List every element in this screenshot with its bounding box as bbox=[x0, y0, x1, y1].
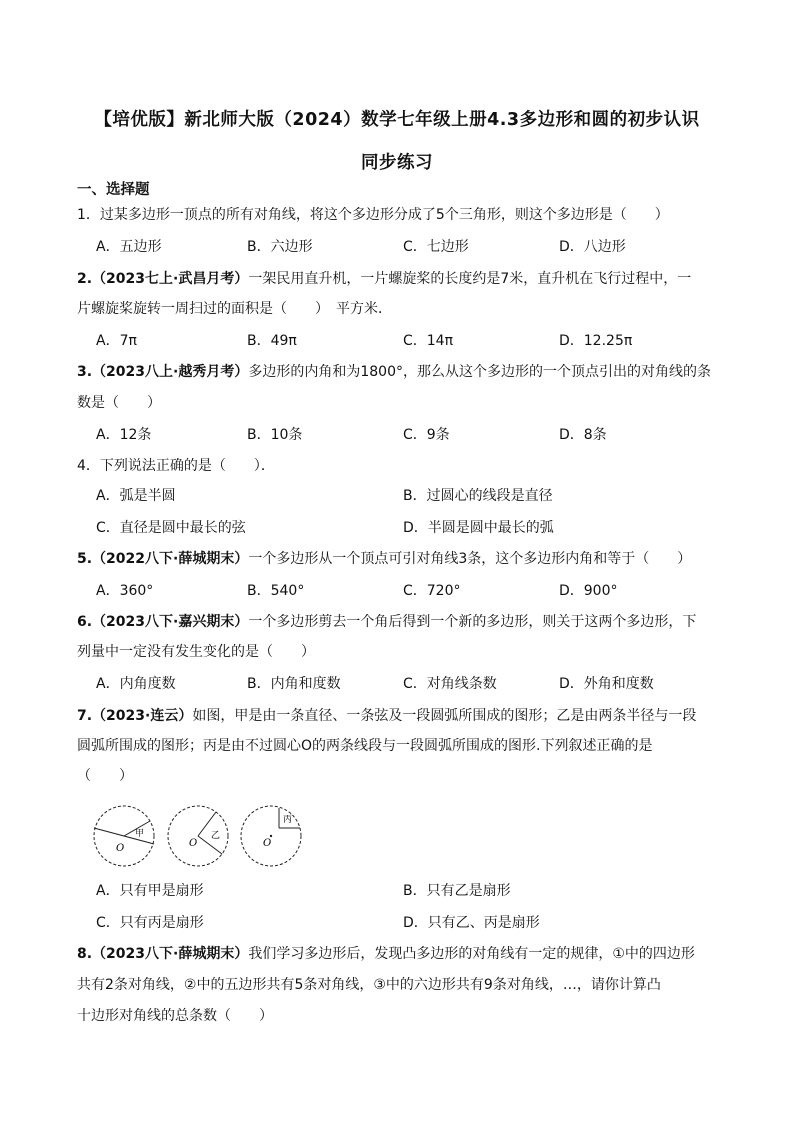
question-3 bbox=[77, 362, 711, 382]
question-8-cont: 共有2条对角线，②中的五边形共有5条对角线，③中的六边形共有9条对角线，…，请你计算凸 bbox=[77, 977, 661, 993]
question-6-cont: 列量中一定没有发生变化的是（ ） bbox=[77, 644, 315, 660]
q6-option-a: A．内角度数 bbox=[96, 676, 176, 692]
q1-option-b: B．六边形 bbox=[247, 239, 313, 255]
question-6 bbox=[77, 612, 696, 632]
q7-option-b: B．只有乙是扇形 bbox=[403, 883, 511, 899]
q2-text: 一架民用直升机，一片螺旋桨的长度约是7米，直升机在飞行过程中，一 bbox=[248, 271, 692, 287]
label-o-3: O bbox=[263, 838, 272, 849]
q4-option-d: D．半圆是圆中最长的弧 bbox=[403, 520, 554, 536]
label-jia: 甲 bbox=[135, 829, 145, 839]
q7-option-c: C．只有丙是扇形 bbox=[96, 915, 204, 931]
q5-text: 一个多边形从一个顶点可引对角线3条，这个多边形内角和等于（ ） bbox=[248, 551, 692, 567]
q7-text: 如图，甲是由一条直径、一条弦及一段圆弧所围成的图形；乙是由两条半径与一段 bbox=[192, 708, 697, 724]
q4-option-a: A．弧是半圆 bbox=[96, 488, 176, 504]
q8-source: 8.（2023八下·薛城期末） bbox=[77, 946, 249, 962]
question-7-cont: 圆弧所围成的图形；丙是由不过圆心O的两条线段与一段圆弧所围成的图形.下列叙述正确的是 bbox=[77, 738, 653, 754]
question-1: 1．过某多边形一顶点的所有对角线，将这个多边形分成了5个三角形，则这个多边形是（ ） bbox=[77, 207, 669, 223]
q3-option-d: D．8条 bbox=[559, 427, 607, 443]
section-heading: 一、选择题 bbox=[77, 182, 150, 198]
page-title: 【培优版】新北师大版（2024）数学七年级上册4.3多边形和圆的初步认识 bbox=[94, 110, 700, 130]
q4-option-c: C．直径是圆中最长的弦 bbox=[96, 520, 246, 536]
q3-option-c: C．9条 bbox=[403, 427, 450, 443]
q2-option-d: D．12.25π bbox=[559, 333, 633, 349]
label-o-2: O bbox=[189, 838, 198, 849]
q5-option-b: B．540° bbox=[247, 583, 305, 599]
q5-option-d: D．900° bbox=[559, 583, 618, 599]
label-o-1: O bbox=[116, 843, 125, 854]
q5-source: 5.（2022八下·薛城期末） bbox=[77, 551, 249, 567]
circles-diagram bbox=[88, 796, 328, 880]
question-8 bbox=[77, 944, 695, 964]
question-2-cont: 片螺旋桨旋转一周扫过的面积是（ ） 平方米． bbox=[77, 301, 392, 317]
q7-option-a: A．只有甲是扇形 bbox=[96, 883, 204, 899]
q5-option-a: A．360° bbox=[96, 583, 154, 599]
q3-text: 多边形的内角和为1800°，那么从这个多边形的一个顶点引出的对角线的条 bbox=[248, 364, 711, 380]
q1-option-a: A．五边形 bbox=[96, 239, 162, 255]
question-2 bbox=[77, 269, 691, 289]
q7-option-d: D．只有乙、丙是扇形 bbox=[403, 915, 540, 931]
q1-option-c: C．七边形 bbox=[403, 239, 469, 255]
question-5 bbox=[77, 549, 691, 569]
q2-option-c: C．14π bbox=[403, 333, 454, 349]
q6-source: 6.（2023八下·嘉兴期末） bbox=[77, 614, 249, 630]
label-yi: 乙 bbox=[211, 831, 221, 841]
question-3-cont: 数是（ ） bbox=[77, 395, 161, 411]
q3-option-a: A．12条 bbox=[96, 427, 152, 443]
question-7-cont2: （ ） bbox=[77, 768, 133, 784]
q1-option-d: D．八边形 bbox=[559, 239, 626, 255]
label-bing: 丙 bbox=[283, 815, 293, 825]
q6-option-c: C．对角线条数 bbox=[403, 676, 497, 692]
q6-text: 一个多边形剪去一个角后得到一个新的多边形，则关于这两个多边形，下 bbox=[248, 614, 697, 630]
q7-source: 7.（2023·连云） bbox=[77, 708, 193, 724]
q7-figure bbox=[88, 796, 328, 884]
q2-option-a: A．7π bbox=[96, 333, 137, 349]
q6-option-d: D．外角和度数 bbox=[559, 676, 654, 692]
q2-option-b: B．49π bbox=[247, 333, 297, 349]
q8-text: 我们学习多边形后，发现凸多边形的对角线有一定的规律，①中的四边形 bbox=[248, 946, 695, 962]
q3-option-b: B．10条 bbox=[247, 427, 303, 443]
q4-option-b: B．过圆心的线段是直径 bbox=[403, 488, 553, 504]
question-4: 4．下列说法正确的是（ ）． bbox=[77, 458, 275, 474]
q3-source: 3.（2023八上·越秀月考） bbox=[77, 364, 249, 380]
q5-option-c: C．720° bbox=[403, 583, 461, 599]
question-8-cont2: 十边形对角线的总条数（ ） bbox=[77, 1008, 273, 1024]
q2-source: 2.（2023七上·武昌月考） bbox=[77, 271, 249, 287]
page-subtitle: 同步练习 bbox=[361, 153, 433, 173]
q6-option-b: B．内角和度数 bbox=[247, 676, 341, 692]
bing-center-dot bbox=[270, 835, 272, 837]
question-7 bbox=[77, 706, 696, 726]
